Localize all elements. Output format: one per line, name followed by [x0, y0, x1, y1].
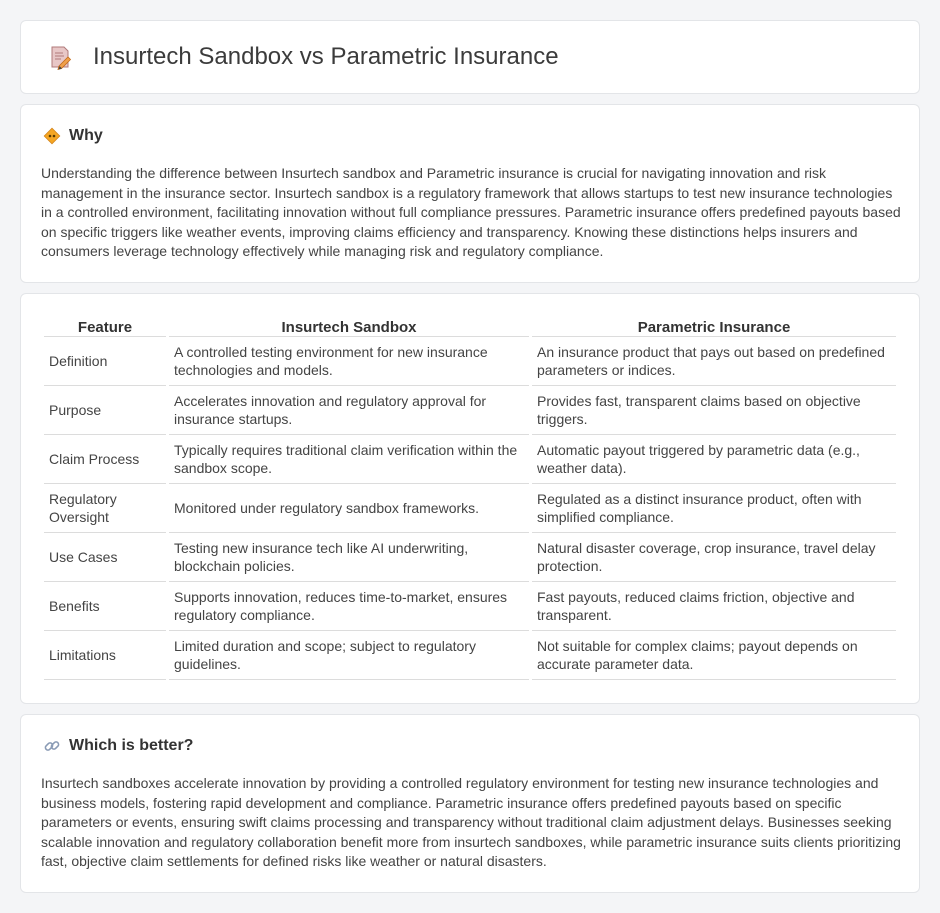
table-row — [44, 337, 896, 386]
parametric-cell: Regulated as a distinct insurance product, often with simplified compliance. — [532, 484, 896, 533]
which-is-better-section — [20, 714, 920, 893]
comparison-table-card — [20, 293, 920, 704]
feature-cell: Limitations — [44, 631, 166, 680]
feature-cell: Definition — [44, 337, 166, 386]
sandbox-cell: Typically requires traditional claim verification within the sandbox scope. — [169, 435, 529, 484]
parametric-cell: Provides fast, transparent claims based on objective triggers. — [532, 386, 896, 435]
table-row — [44, 582, 896, 631]
sandbox-cell: Monitored under regulatory sandbox frameworks. — [169, 484, 529, 533]
sandbox-cell: Supports innovation, reduces time-to-market, ensures regulatory compliance. — [169, 582, 529, 631]
document-pencil-icon — [47, 44, 73, 70]
parametric-cell: Automatic payout triggered by parametric data (e.g., weather data). — [532, 435, 896, 484]
link-icon — [43, 737, 61, 755]
table-header-row — [44, 316, 896, 337]
feature-cell: Claim Process — [44, 435, 166, 484]
parametric-cell: Fast payouts, reduced claims friction, objective and transparent. — [532, 582, 896, 631]
which-is-better-text: Insurtech sandboxes accelerate innovation by providing a controlled regulatory environment for testing new insurance technologies and business models, fostering rapid development and compliance. Parametric insurance offers predefined payouts based on specific parameters or events, ensuring swift claims processing and transparency without traditional claim adjustment delays. Businesses seeking scalable innovation and regulatory collaboration benefit more from insurtech sandboxes, while parametric insurance suits clients prioritizing fast, objective claim settlements for defined risks like weather or natural disasters. — [41, 775, 901, 869]
feature-cell: Benefits — [44, 582, 166, 631]
table-row — [44, 435, 896, 484]
why-section — [20, 104, 920, 283]
header-card — [20, 20, 920, 94]
parametric-cell: Not suitable for complex claims; payout depends on accurate parameter data. — [532, 631, 896, 680]
sandbox-cell: Testing new insurance tech like AI underwriting, blockchain policies. — [169, 533, 529, 582]
comparison-table — [41, 316, 899, 680]
table-row — [44, 484, 896, 533]
sandbox-cell: Limited duration and scope; subject to regulatory guidelines. — [169, 631, 529, 680]
header-feature: Feature — [44, 316, 166, 337]
why-heading: Why — [69, 127, 103, 144]
header-insurtech-sandbox: Insurtech Sandbox — [169, 316, 529, 337]
sandbox-cell: A controlled testing environment for new insurance technologies and models. — [169, 337, 529, 386]
page-title: Insurtech Sandbox vs Parametric Insurance — [93, 43, 559, 70]
parametric-cell: An insurance product that pays out based on predefined parameters or indices. — [532, 337, 896, 386]
table-row — [44, 631, 896, 680]
why-text: Understanding the difference between Insurtech sandbox and Parametric insurance is crucial for navigating innovation and risk management in the insurance sector. Insurtech sandbox is a regulatory framework that allows startups to test new insurance technologies in a controlled environment, facilitating innovation without full compliance pressures. Parametric insurance offers predefined payouts based on specific triggers like weather events, improving claims efficiency and transparency. Knowing these distinctions helps insurers and consumers leverage technology effectively while managing risk and regulatory compliance. — [41, 165, 901, 259]
header-parametric-insurance: Parametric Insurance — [532, 316, 896, 337]
feature-cell: Use Cases — [44, 533, 166, 582]
feature-cell: Purpose — [44, 386, 166, 435]
feature-cell: Regulatory Oversight — [44, 484, 166, 533]
diamond-warning-icon — [43, 127, 61, 145]
parametric-cell: Natural disaster coverage, crop insurance, travel delay protection. — [532, 533, 896, 582]
sandbox-cell: Accelerates innovation and regulatory approval for insurance startups. — [169, 386, 529, 435]
table-row — [44, 386, 896, 435]
table-row — [44, 533, 896, 582]
which-is-better-heading: Which is better? — [69, 737, 194, 754]
